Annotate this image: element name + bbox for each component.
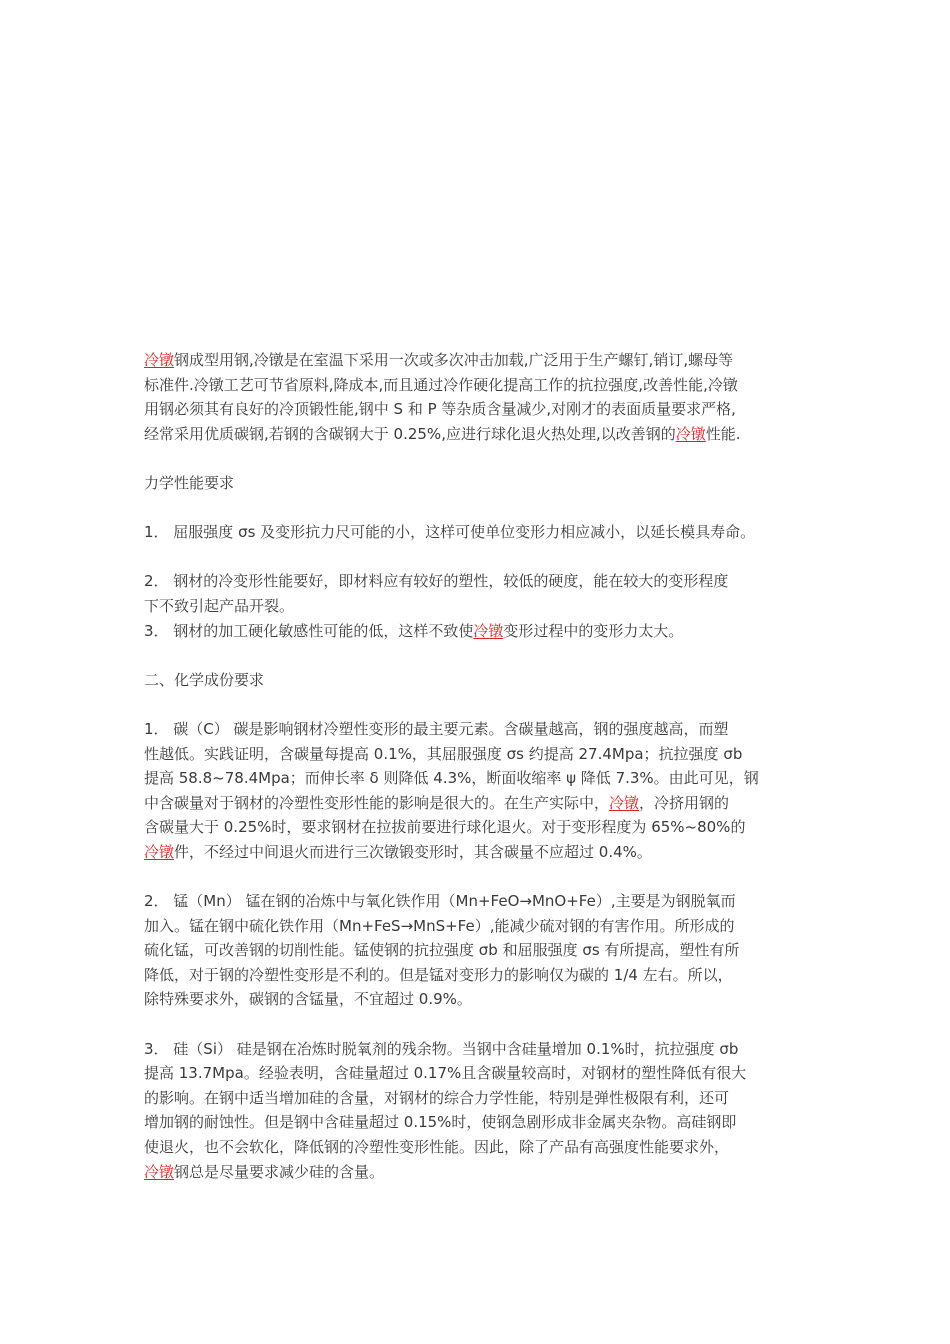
keyword-link[interactable]: 冷镦 bbox=[473, 621, 504, 640]
carbon-paragraph: 1． 碳（C） 碳是影响钢材冷塑性变形的最主要元素。含碳量越高，钢的强度越高，而塑 性越低。实践证明，含碳量每提高 0.1%，其屈服强度 σs 约提高 27.4Mpa；抗拉强度 σb 提高 58.8~78.4Mpa；而伸长率 δ 则降低 4.3%，断面收缩率 ψ 降低 7.3%。由此可见，钢 中含碳量对于钢材的冷塑性变形性能的影响是很大的。在生产实际中，冷镦，冷挤用钢的 含碳量大于 0.25%时，要求钢材在拉拔前要进行球化退火。对于变形程度为 65%~80%的 冷镦件，不经过中间退火而进行三次镦锻变形时，其含碳量不应超过 0.4%。 bbox=[144, 719, 759, 861]
keyword-link[interactable]: 冷镦 bbox=[144, 1162, 175, 1181]
keyword-link[interactable]: 冷镦 bbox=[609, 793, 640, 812]
mechanical-item-2: 2． 钢材的冷变形性能要好，即材料应有较好的塑性，较低的硬度，能在较大的变形程度 下不致引起产品开裂。 bbox=[144, 572, 729, 615]
silicon-paragraph: 3． 硅（Si） 硅是钢在冶炼时脱氧剂的残余物。当钢中含硅量增加 0.1%时，抗拉强度 σb 提高 13.7Mpa。经验表明，含硅量超过 0.17%且含碳量较高时，对钢材的塑性降低有很大 的影响。在钢中适当增加硅的含量，对钢材的综合力学性能，特别是弹性极限有利，还可 增加钢的耐蚀性。但是钢中含硅量超过 0.15%时，使钢急剧形成非金属夹杂物。高硅钢即 使退火，也不会软化，降低钢的冷塑性变形性能。因此，除了产品有高强度性能要求外， 冷镦钢总是尽量要求减少硅的含量。 bbox=[144, 1039, 747, 1181]
keyword-link[interactable]: 冷镦 bbox=[144, 351, 175, 369]
intro-line: 冷镦钢成型用钢,冷镦是在室温下采用一次或多次冲击加载,广泛用于生产螺钉,销订,螺母等 bbox=[144, 351, 734, 369]
intro-line: 标准件.冷镦工艺可节省原料,降成本,而且通过冷作硬化提高工作的抗拉强度,改善性能,冷镦 bbox=[144, 375, 738, 394]
mechanical-item-1: 1． 屈服强度 σs 及变形抗力尺可能的小，这样可使单位变形力相应减小，以延长模具寿命。 bbox=[144, 523, 756, 542]
intro-line: 用钢必须其有良好的冷顶锻性能,钢中 S 和 P 等杂质含量减少,对刚才的表面质量要求严格, bbox=[144, 400, 736, 419]
keyword-link[interactable]: 冷镦 bbox=[675, 424, 706, 443]
keyword-link[interactable]: 冷镦 bbox=[144, 842, 175, 861]
document-body bbox=[144, 348, 814, 1184]
intro-paragraph bbox=[144, 348, 814, 446]
intro-line: 经常采用优质碳钢,若钢的含碳钢大于 0.25%,应进行球化退火热处理,以改善钢的冷镦性能. bbox=[144, 424, 741, 443]
manganese-paragraph: 2． 锰（Mn） 锰在钢的冶炼中与氧化铁作用（Mn+FeO→MnO+Fe）,主要是为钢脱氧而 加入。锰在钢中硫化铁作用（Mn+FeS→MnS+Fe）,能减少硫对钢的有害作用。所形成的 硫化锰，可改善钢的切削性能。锰使钢的抗拉强度 σb 和屈服强度 σs 有所提高，塑性有所 降低，对于钢的冷塑性变形是不利的。但是锰对变形力的影响仅为碳的 1/4 左右。所以， 除特殊要求外，碳钢的含锰量，不宜超过 0.9%。 bbox=[144, 892, 740, 1009]
mechanical-item-3: 3． 钢材的加工硬化敏感性可能的低，这样不致使冷镦变形过程中的变形力太大。 bbox=[144, 621, 684, 640]
section-heading-chemical: 二、化学成份要求 bbox=[144, 670, 265, 689]
section-heading-mechanical: 力学性能要求 bbox=[144, 473, 235, 492]
